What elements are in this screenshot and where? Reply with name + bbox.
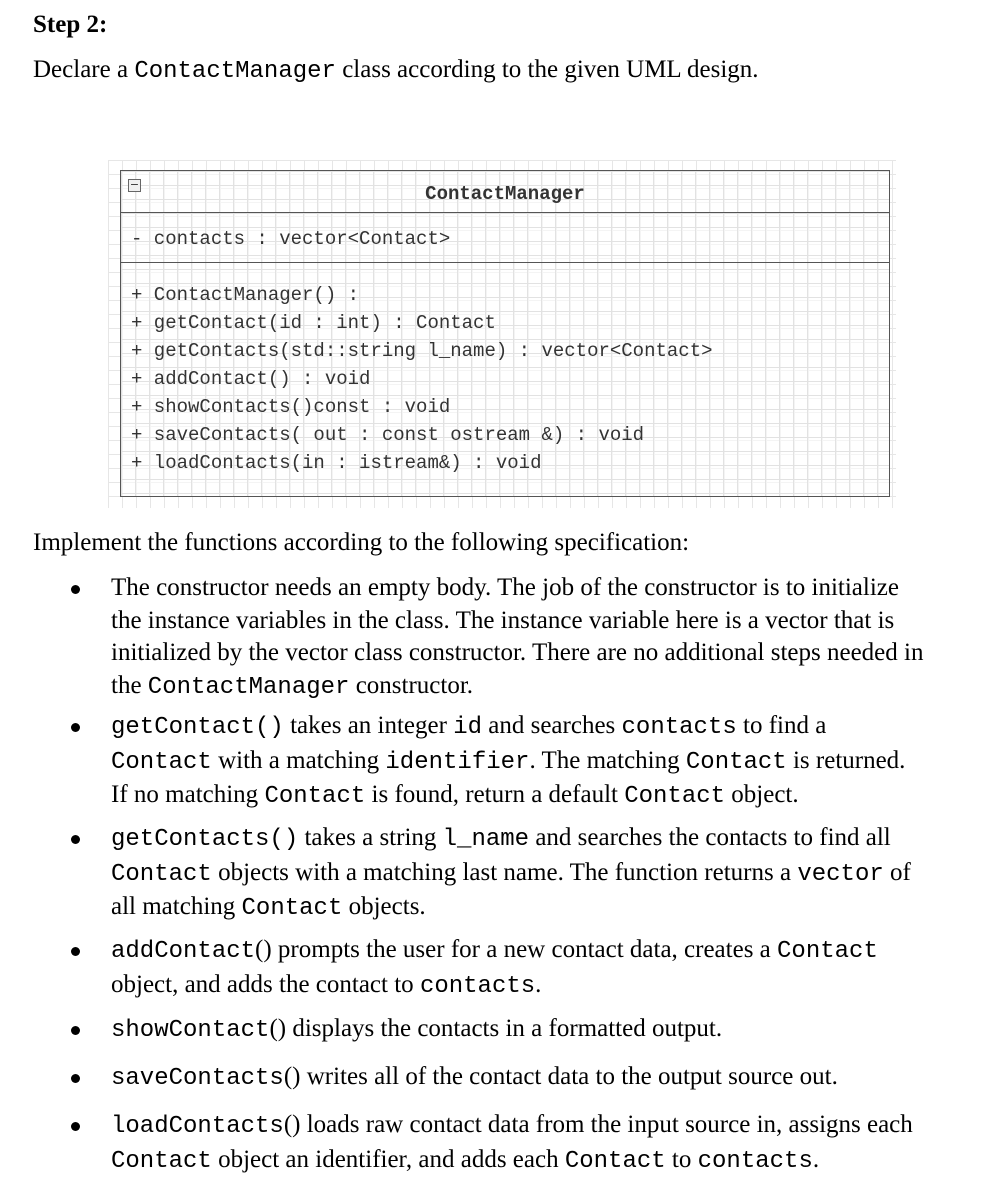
spec-item-loadcontacts: loadContacts() loads raw contact data from the input source in, assigns each Contact object an identifier, and adds each Contact to contacts. [111, 1109, 981, 1178]
step-title: Step 2: [33, 11, 108, 38]
uml-method: + loadContacts(in : istream&) : void [131, 452, 542, 474]
uml-divider [121, 262, 889, 263]
bullet-icon [71, 585, 80, 594]
uml-class-name: ContactManager [425, 183, 585, 205]
bullet-icon [71, 1074, 80, 1083]
uml-attribute: - contacts : vector<Contact> [131, 228, 451, 250]
bullet-icon [71, 1026, 80, 1035]
implementation-heading: Implement the functions according to the following specification: [33, 529, 690, 556]
uml-method: + getContacts(std::string l_name) : vector<Contact> [131, 340, 713, 362]
spec-item-getcontacts: getContacts() takes a string l_name and searches the contacts to find all Contact objects with a matching last name. The function returns a vector of all matching Contact objects. [111, 822, 981, 926]
spec-item-constructor: The constructor needs an empty body. The job of the constructor is to initialize the instance variables in the class. The instance variable here is a vector that is initialized by the vector class constructor. There are no additional steps needed in the ContactManager constructor. [111, 572, 981, 704]
class-name-code: ContactManager [134, 58, 336, 85]
uml-method: + saveContacts( out : const ostream &) : void [131, 424, 645, 446]
spec-item-showcontact: showContact() displays the contacts in a formatted output. [111, 1013, 981, 1048]
spec-item-savecontacts: saveContacts() writes all of the contact data to the output source out. [111, 1061, 981, 1096]
spec-item-getcontact: getContact() takes an integer id and searches contacts to find a Contact with a matching identifier. The matching Contact is returned. If no matching Contact is found, return a default Contact object. [111, 710, 981, 814]
uml-method: + showContacts()const : void [131, 396, 451, 418]
bullet-icon [71, 835, 80, 844]
uml-method: + getContact(id : int) : Contact [131, 312, 496, 334]
uml-method: + ContactManager() : [131, 284, 360, 306]
minus-box-icon[interactable]: − [129, 178, 140, 191]
bullet-icon [71, 947, 80, 956]
uml-method: + addContact() : void [131, 368, 371, 390]
intro-sentence: Declare a ContactManager class according to the given UML design. [33, 56, 759, 85]
uml-divider [121, 212, 889, 213]
uml-class-diagram [120, 170, 890, 497]
bullet-icon [71, 1122, 80, 1131]
spec-item-addcontact: addContact() prompts the user for a new contact data, creates a Contact object, and adds the contact to contacts. [111, 934, 981, 1003]
bullet-icon [71, 723, 80, 732]
